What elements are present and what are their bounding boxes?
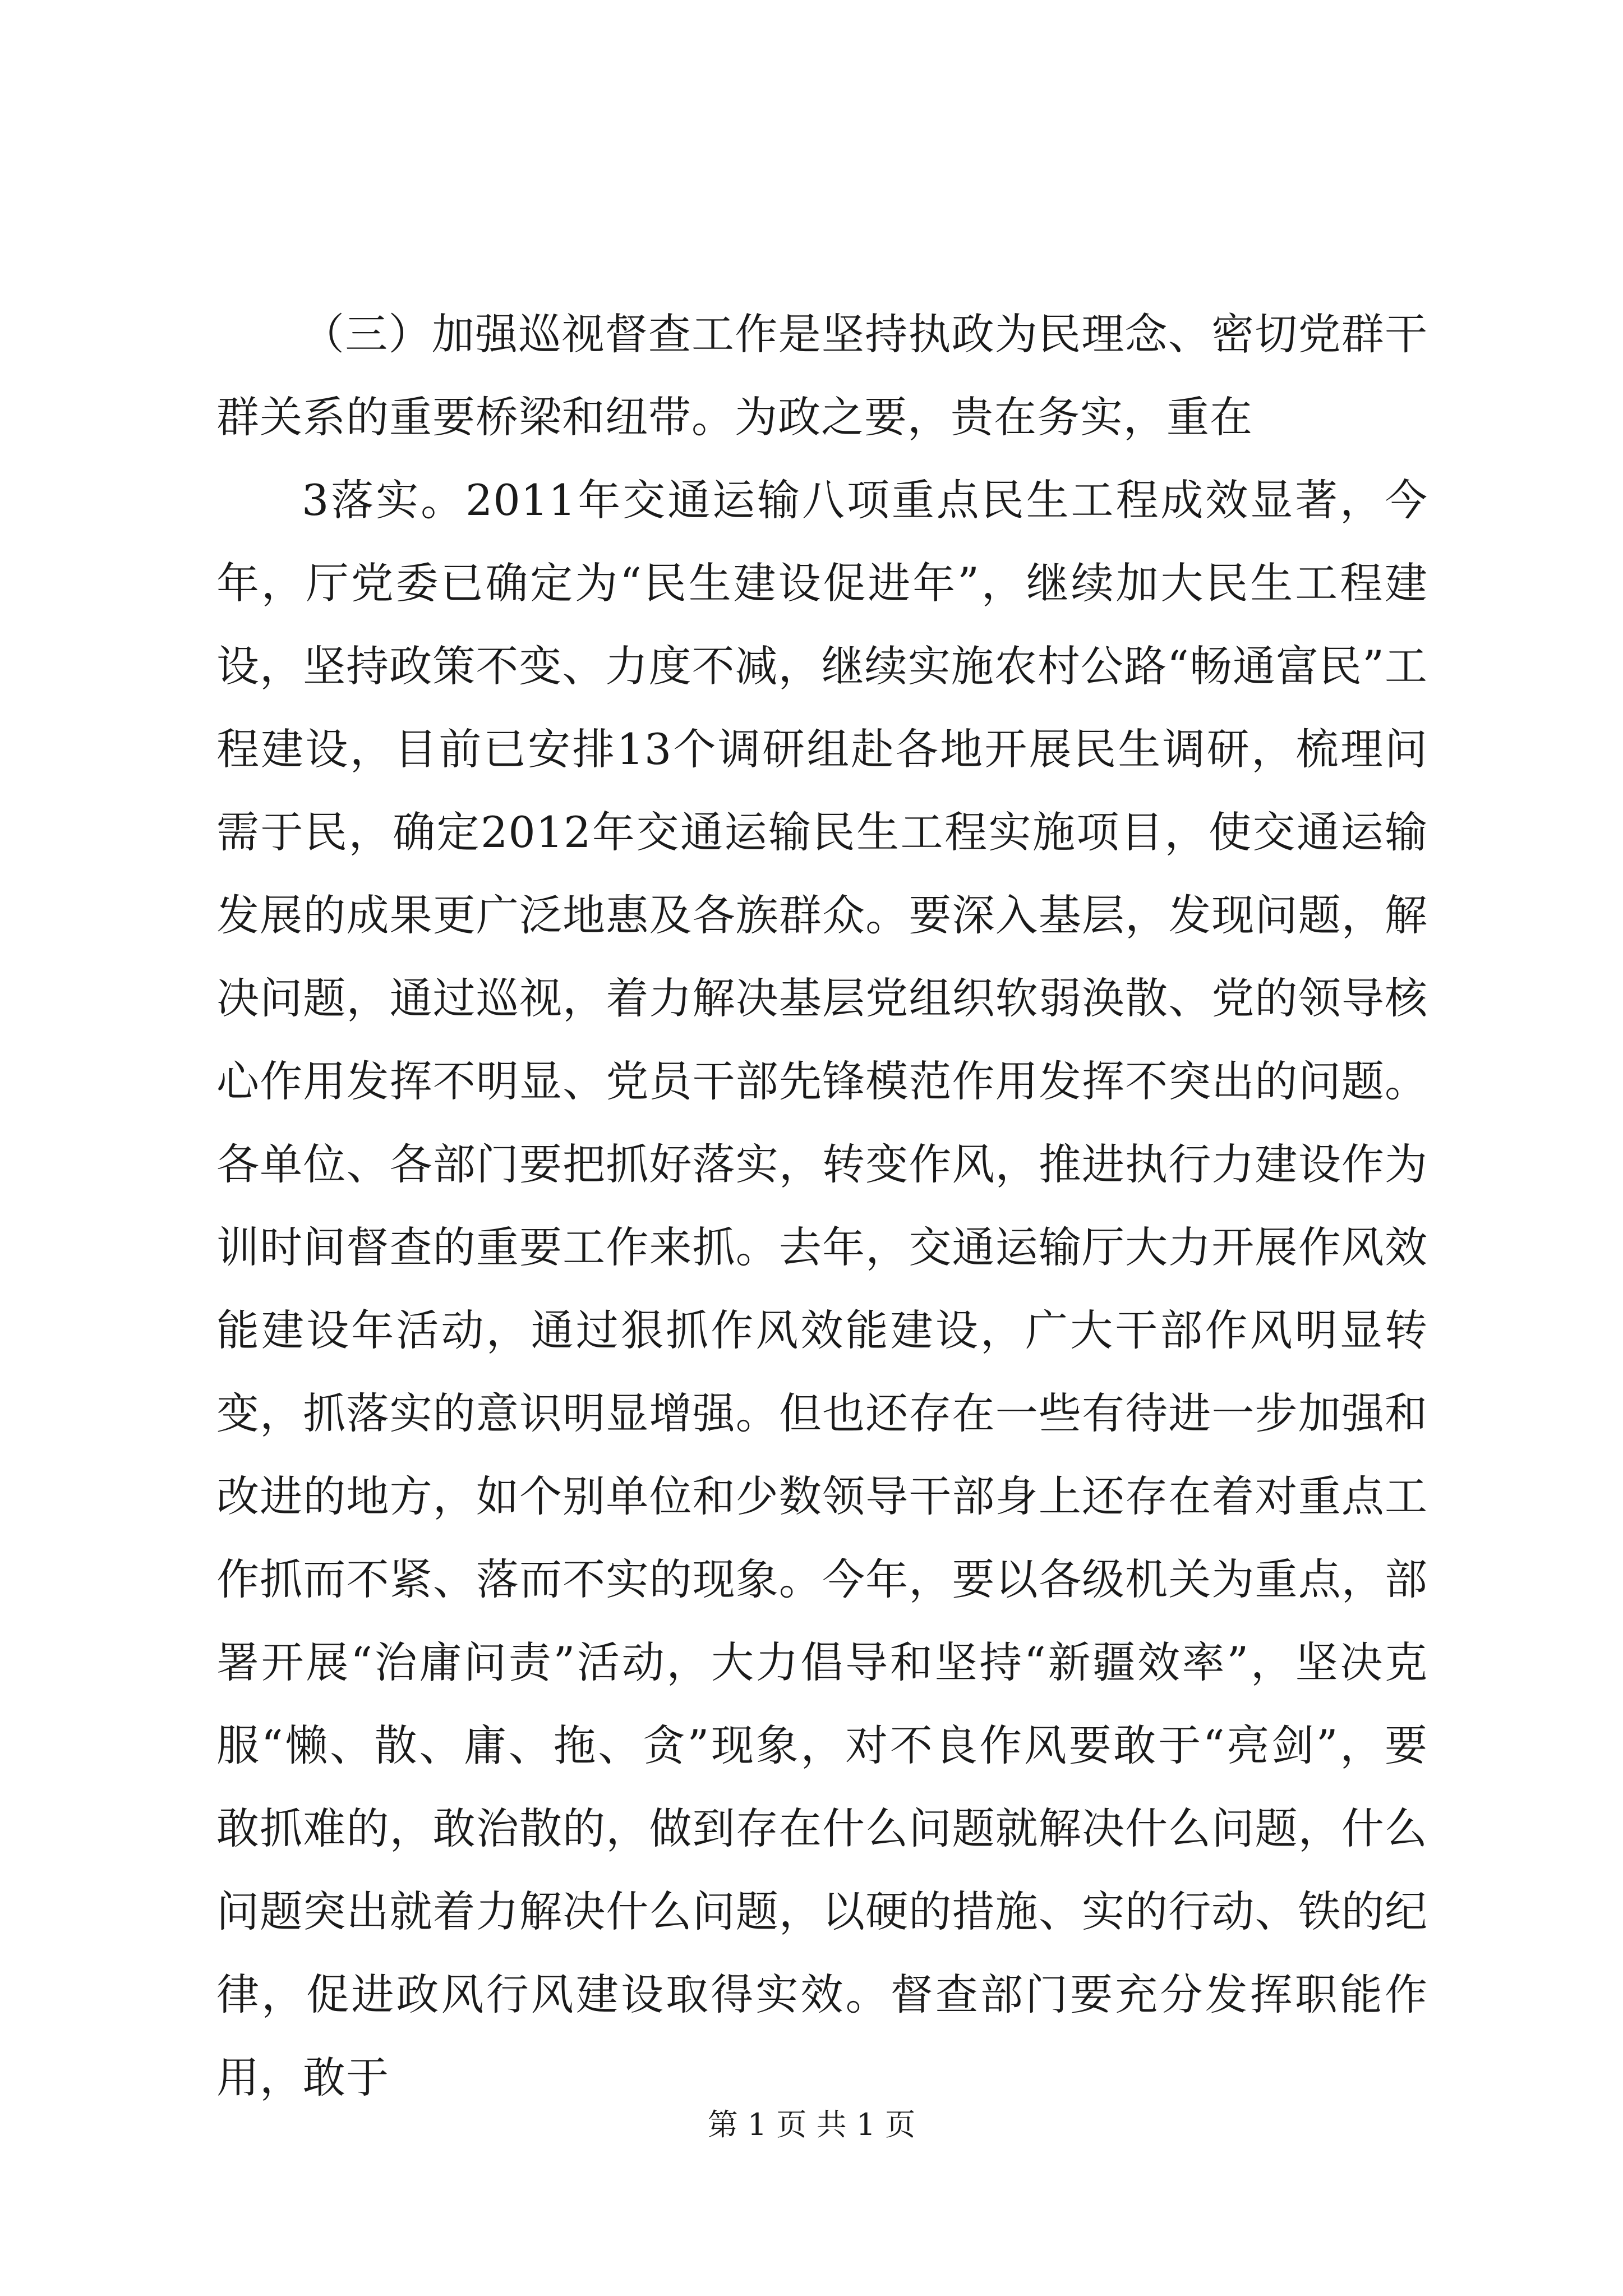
paragraph-1: （三）加强巡视督查工作是坚持执政为民理念、密切党群干群关系的重要桥梁和纽带。为政之要，贵在务实，重在 [216, 309, 1428, 442]
paragraph-2: 3落实。2011年交通运输八项重点民生工程成效显著，今年，厅党委已确定为“民生建设促进年”，继续加大民生工程建设，坚持政策不变、力度不减，继续实施农村公路“畅通富民”工程建设，目前已安排13个调研组赴各地开展民生调研，梳理问需于民，确定2012年交通运输民生工程实施项目，使交通运输发展的成果更广泛地惠及各族群众。要深入基层，发现问题，解决问题，通过巡视，着力解决基层党组织软弱涣散、党的领导核心作用发挥不明显、党员干部先锋模范作用发挥不突出的问题。各单位、各部门要把抓好落实，转变作风，推进执行力建设作为训时间督查的重要工作来抓。去年，交通运输厅大力开展作风效能建设年活动，通过狠抓作风效能建设，广大干部作风明显转变，抓落实的意识明显增强。但也还存在一些有待进一步加强和改进的地方，如个别单位和少数领导干部身上还存在着对重点工作抓而不紧、落而不实的现象。今年，要以各级机关为重点，部署开展“治庸问责”活动，大力倡导和坚持“新疆效率”，坚决克服“懒、散、庸、拖、贪”现象，对不良作风要敢于“亮剑”，要敢抓难的，敢治散的，做到存在什么问题就解决什么问题，什么问题突出就着力解决什么问题，以硬的措施、实的行动、铁的纪律，促进政风行风建设取得实效。督查部门要充分发挥职能作用，敢于 [216, 475, 1428, 2102]
document-body [216, 293, 1428, 2119]
page-number-footer: 第 1 页 共 1 页 [707, 2107, 916, 2142]
